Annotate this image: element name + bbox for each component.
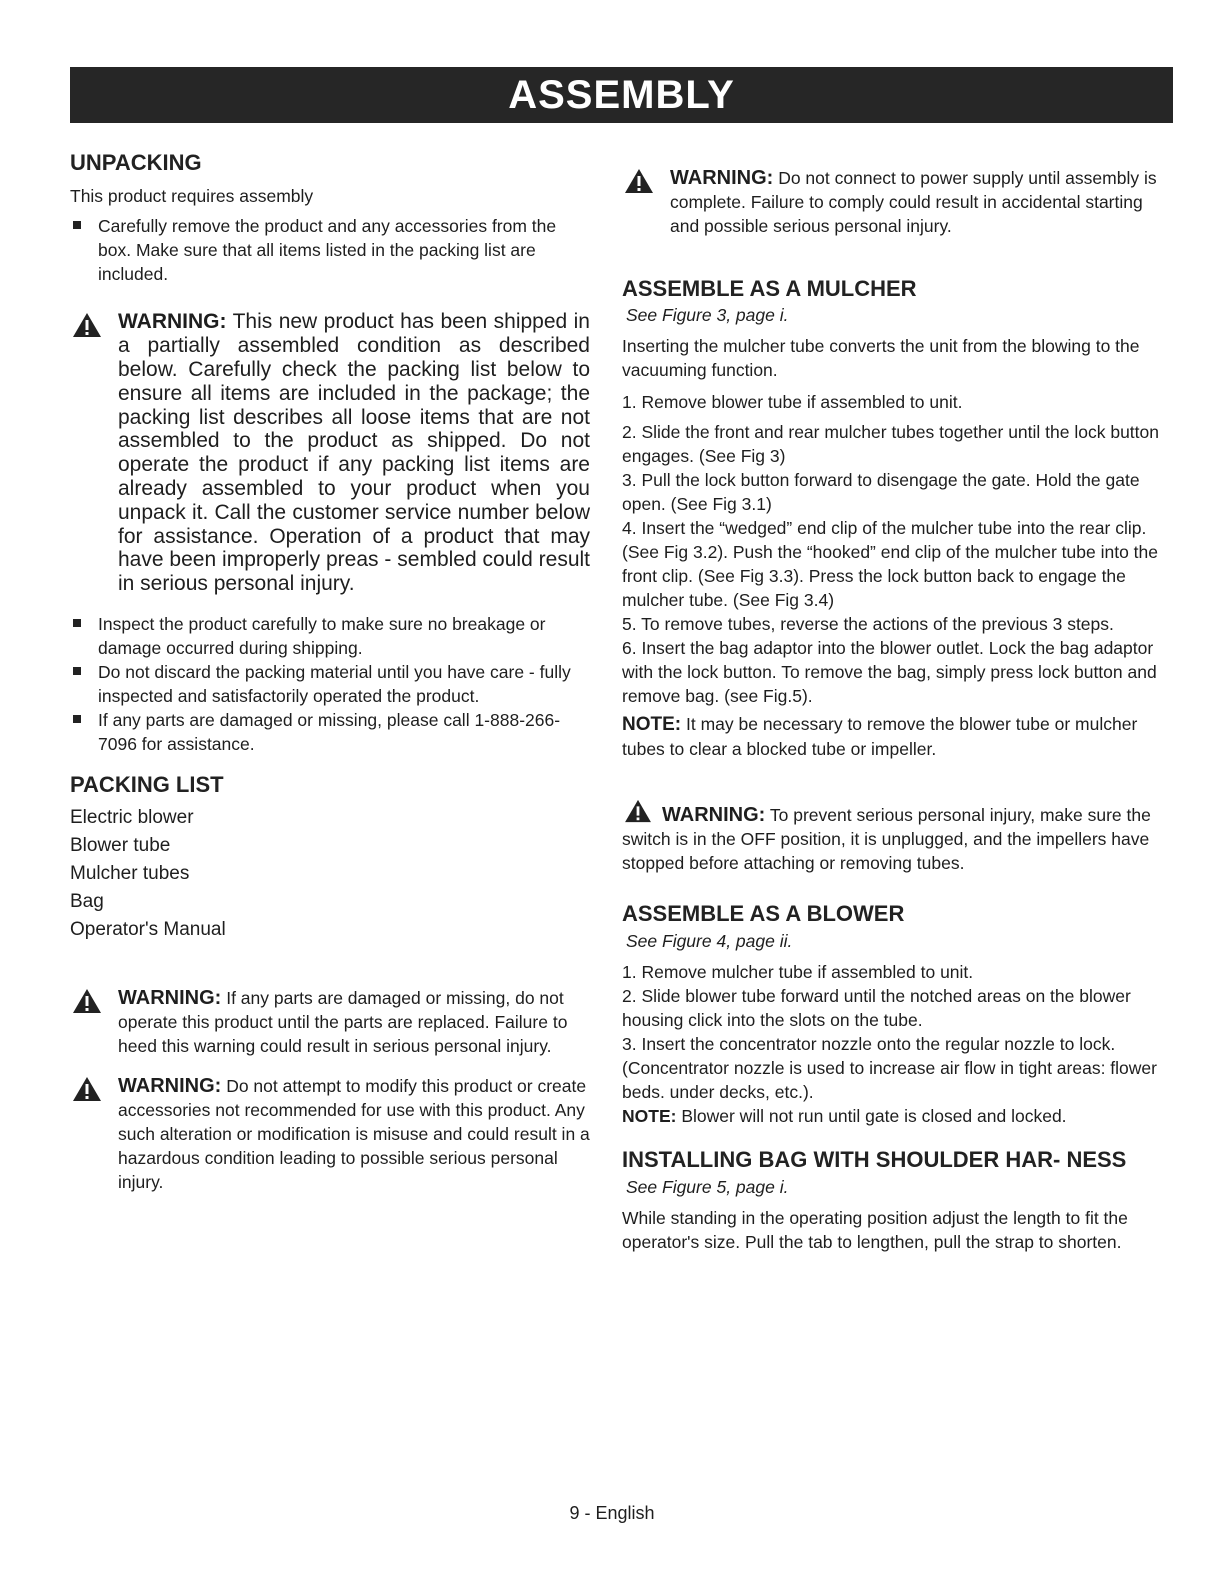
list-item: Operator's Manual: [70, 919, 226, 941]
mulcher-figure-ref: See Figure 3, page i.: [626, 305, 789, 326]
mulcher-heading: ASSEMBLE AS A MULCHER: [622, 276, 917, 301]
warning-text: Do not connect to power supply until assembly is complete. Failure to comply could result in accidental starting and possible serious personal injury.: [670, 168, 1157, 236]
list-item: 1. Remove mulcher tube if assembled to unit.: [622, 961, 974, 982]
bullet-square-icon: [73, 667, 81, 675]
mulcher-steps: [622, 390, 1162, 708]
list-item: 2. Slide blower tube forward until the notched areas on the blower housing click into the slots on the tube.: [622, 985, 1131, 1030]
list-item: If any parts are damaged or missing, please call 1-888-266-7096 for assistance.: [70, 708, 590, 756]
list-item: Blower tube: [70, 835, 171, 857]
warning-triangle-icon: [72, 312, 102, 338]
warning-label: WARNING:: [670, 167, 774, 189]
warning-label: WARNING:: [118, 310, 227, 334]
page-number: 9 - English: [569, 1503, 655, 1523]
packing-list: [70, 804, 590, 944]
warning-tubes: [622, 799, 1162, 875]
blower-steps: [622, 960, 1162, 1104]
list-item: 3. Insert the concentrator nozzle onto the regular nozzle to lock. (Concentrator nozzle is used to increase air flow in tight areas: flower beds. under decks, etc.).: [622, 1033, 1157, 1102]
warning-text: If any parts are damaged or missing, do not operate this product until the parts are replaced. Failure to heed this warning could result in serious personal injury.: [118, 988, 568, 1057]
list-item: 6. Insert the bag adaptor into the blower outlet. Lock the bag adaptor with the lock button. To remove the bag, simply press lock button and remove bag. (see Fig.5).: [622, 638, 1157, 707]
warning-label: WARNING:: [118, 987, 222, 1010]
right-column: [622, 166, 1162, 1254]
warning-text: Do not attempt to modify this product or create accessories not recommended for use with this product. Any such alteration or modification is misuse and could result in a hazardous condition leading to possible serious personal injury.: [118, 1076, 590, 1193]
blower-figure-ref: See Figure 4, page ii.: [626, 930, 793, 951]
bullet-square-icon: [73, 715, 81, 723]
warning-triangle-icon: [72, 988, 102, 1014]
section-banner: [70, 67, 1173, 123]
warning-triangle-icon: [72, 1076, 102, 1102]
bullet-square-icon: [73, 221, 81, 229]
left-column: [70, 150, 590, 1194]
mulcher-intro: Inserting the mulcher tube converts the unit from the blowing to the vacuuming function.: [622, 336, 1140, 381]
list-item: Electric blower: [70, 807, 194, 829]
list-item: Mulcher tubes: [70, 863, 190, 885]
warning-text: To prevent serious personal injury, make sure the switch is in the OFF position, it is unplugged, and the impellers have stopped before attaching or removing tubes.: [622, 805, 1151, 874]
warning-triangle-icon: [624, 168, 654, 194]
list-item: Inspect the product carefully to make sure no breakage or damage occurred during shipping.: [70, 612, 590, 660]
bag-figure-ref: See Figure 5, page i.: [626, 1176, 789, 1197]
bag-heading: INSTALLING BAG WITH SHOULDER HAR- NESS: [622, 1146, 1127, 1172]
warning-damaged-parts: [70, 986, 590, 1058]
list-item: Bag: [70, 891, 104, 913]
bullet-square-icon: [73, 619, 81, 627]
list-item: 4. Insert the “wedged” end clip of the mulcher tube into the rear clip. (See Fig 3.2). Push the “hooked” end clip of the mulcher tube into the front clip. (See Fig 3.3). Press the lock button back to engage the mulcher tube. (See Fig 3.4): [622, 518, 1159, 611]
note-label: NOTE:: [622, 1105, 677, 1126]
list-item: Do not discard the packing material until you have care - fully inspected and satisfactorily operated the product.: [70, 660, 590, 708]
list-item: 5. To remove tubes, reverse the actions of the previous 3 steps.: [622, 614, 1114, 635]
warning-text: This new product has been shipped in a partially assembled condition as described below. Carefully check the packing list below to ensure all items are included in the package; the packing list describes all loose items that are not assembled to the product as shipped. Do not operate the product if any packing list items are already assembled to your product when you unpack it. Call the customer service number below for assistance. Operation of a product that may have been improperly preas - sembled could result in serious personal injury.: [118, 310, 590, 596]
unpacking-bullet: Carefully remove the product and any accessories from the box. Make sure that all items listed in the packing list are included.: [70, 214, 590, 286]
unpacking-heading: UNPACKING: [70, 150, 202, 175]
unpacking-intro: This product requires assembly: [70, 186, 314, 207]
warning-shipped: [70, 310, 590, 596]
packing-list-heading: PACKING LIST: [70, 771, 224, 797]
warning-power-supply: [622, 166, 1162, 238]
warning-label: WARNING:: [662, 804, 766, 827]
mulcher-note: [622, 712, 1162, 761]
note-text: It may be necessary to remove the blower tube or mulcher tubes to clear a blocked tube or impeller.: [622, 714, 1138, 760]
banner-title: ASSEMBLY: [508, 72, 735, 117]
warning-modify: [70, 1074, 590, 1194]
note-text: Blower will not run until gate is closed and locked.: [681, 1105, 1067, 1126]
warning-label: WARNING:: [118, 1075, 222, 1098]
blower-heading: ASSEMBLE AS A BLOWER: [622, 901, 905, 927]
note-label: NOTE:: [622, 714, 682, 736]
list-item: 1. Remove blower tube if assembled to unit.: [622, 392, 963, 413]
bag-text: While standing in the operating position adjust the length to fit the operator's size. Pull the tab to lengthen, pull the strap to shorten.: [622, 1207, 1128, 1252]
blower-note: [622, 1104, 1162, 1128]
list-item: 3. Pull the lock button forward to disengage the gate. Hold the gate open. (See Fig 3.1): [622, 470, 1140, 515]
warning-triangle-icon: [624, 799, 652, 823]
list-item: 2. Slide the front and rear mulcher tubes together until the lock button engages. (See Fig 3): [622, 422, 1159, 467]
